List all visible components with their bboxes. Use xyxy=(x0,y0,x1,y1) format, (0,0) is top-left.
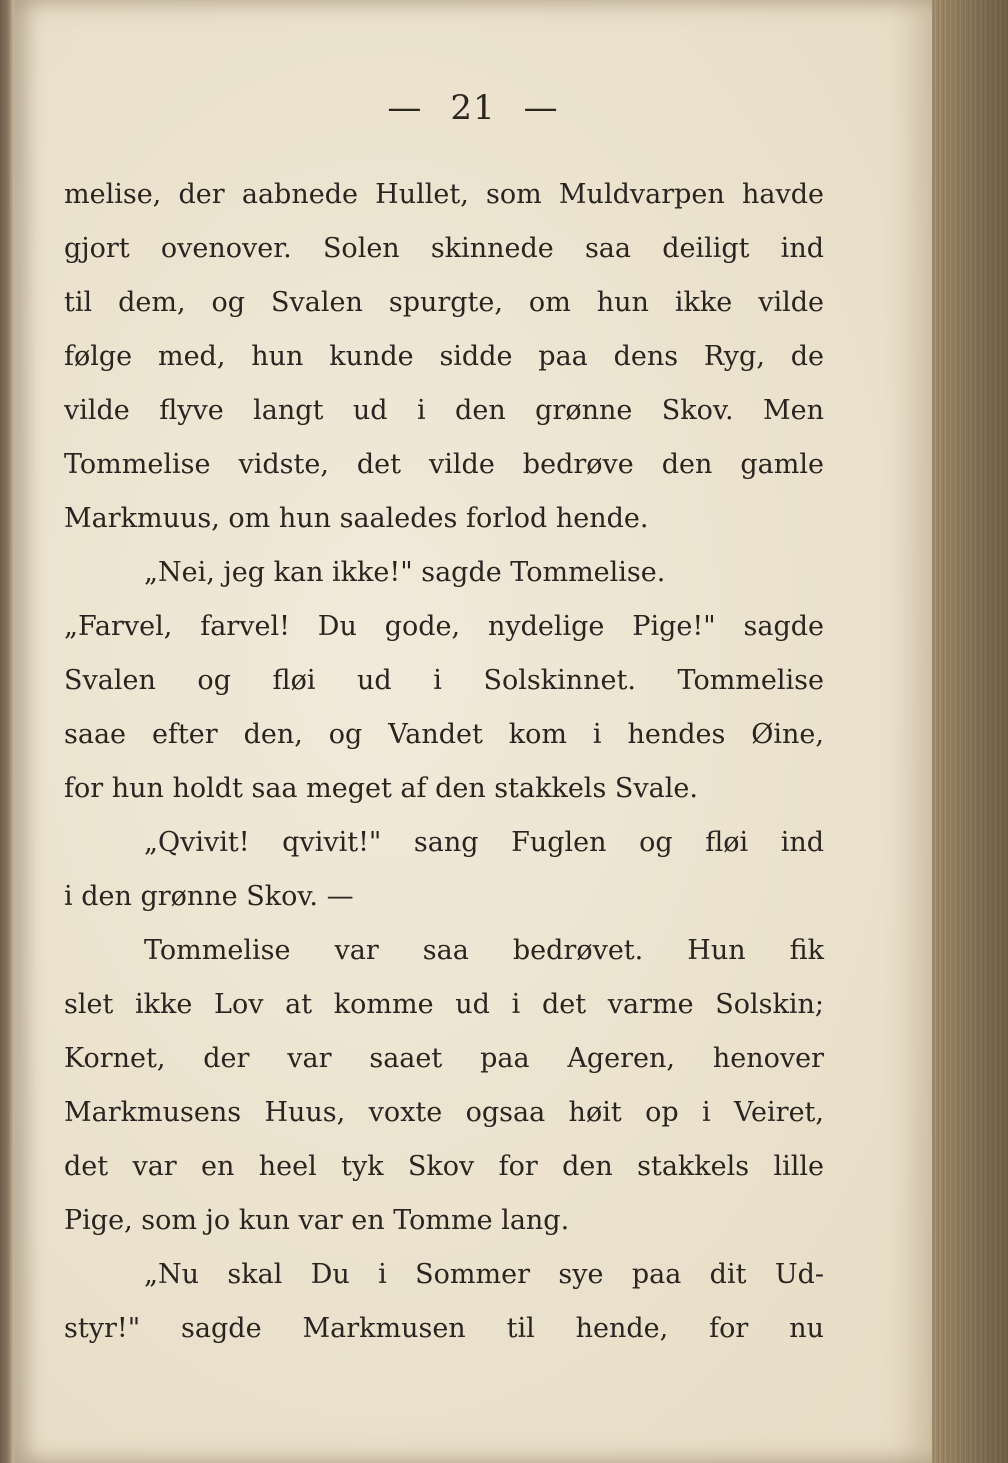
text-line: Kornet, der var saaet paa Ageren, henover xyxy=(64,1043,824,1074)
text-line: slet ikke Lov at komme ud i det varme Solskin; xyxy=(64,989,824,1020)
page-header xyxy=(14,88,932,128)
text-line: det var en heel tyk Skov for den stakkels lille xyxy=(64,1151,824,1182)
text-line: „Nei, jeg kan ikke!" sagde Tommelise. xyxy=(144,557,666,588)
text-line: melise, der aabnede Hullet, som Muldvarpen havde xyxy=(64,179,824,210)
text-line: i den grønne Skov. — xyxy=(64,881,354,912)
text-line: for hun holdt saa meget af den stakkels Svale. xyxy=(64,773,698,804)
text-line: til dem, og Svalen spurgte, om hun ikke vilde xyxy=(64,287,824,318)
text-line: „Qvivit! qvivit!" sang Fuglen og fløi ind xyxy=(144,827,824,858)
text-line: Markmuus, om hun saaledes forlod hende. xyxy=(64,503,649,534)
text-line: „Nu skal Du i Sommer sye paa dit Ud- xyxy=(144,1259,824,1290)
page-number-dash-left: — xyxy=(387,88,423,128)
book-page xyxy=(14,0,932,1463)
body-text xyxy=(64,168,824,1356)
text-line: „Farvel, farvel! Du gode, nydelige Pige!" sagde xyxy=(64,611,824,642)
text-line: Tommelise vidste, det vilde bedrøve den gamle xyxy=(64,449,824,480)
text-line: Pige, som jo kun var en Tomme lang. xyxy=(64,1205,570,1236)
text-line: Tommelise var saa bedrøvet. Hun fik xyxy=(144,935,824,966)
page-number: 21 xyxy=(450,88,496,128)
text-line: Markmusens Huus, voxte ogsaa høit op i Veiret, xyxy=(64,1097,824,1128)
page-number-dash-right: — xyxy=(523,88,559,128)
text-line: gjort ovenover. Solen skinnede saa deiligt ind xyxy=(64,233,824,264)
page-edges xyxy=(932,0,1008,1463)
text-line: saae efter den, og Vandet kom i hendes Øine, xyxy=(64,719,824,750)
text-line: styr!" sagde Markmusen til hende, for nu xyxy=(64,1313,824,1344)
text-line: vilde flyve langt ud i den grønne Skov. Men xyxy=(64,395,824,426)
text-line: følge med, hun kunde sidde paa dens Ryg, de xyxy=(64,341,824,372)
text-line: Svalen og fløi ud i Solskinnet. Tommelise xyxy=(64,665,824,696)
